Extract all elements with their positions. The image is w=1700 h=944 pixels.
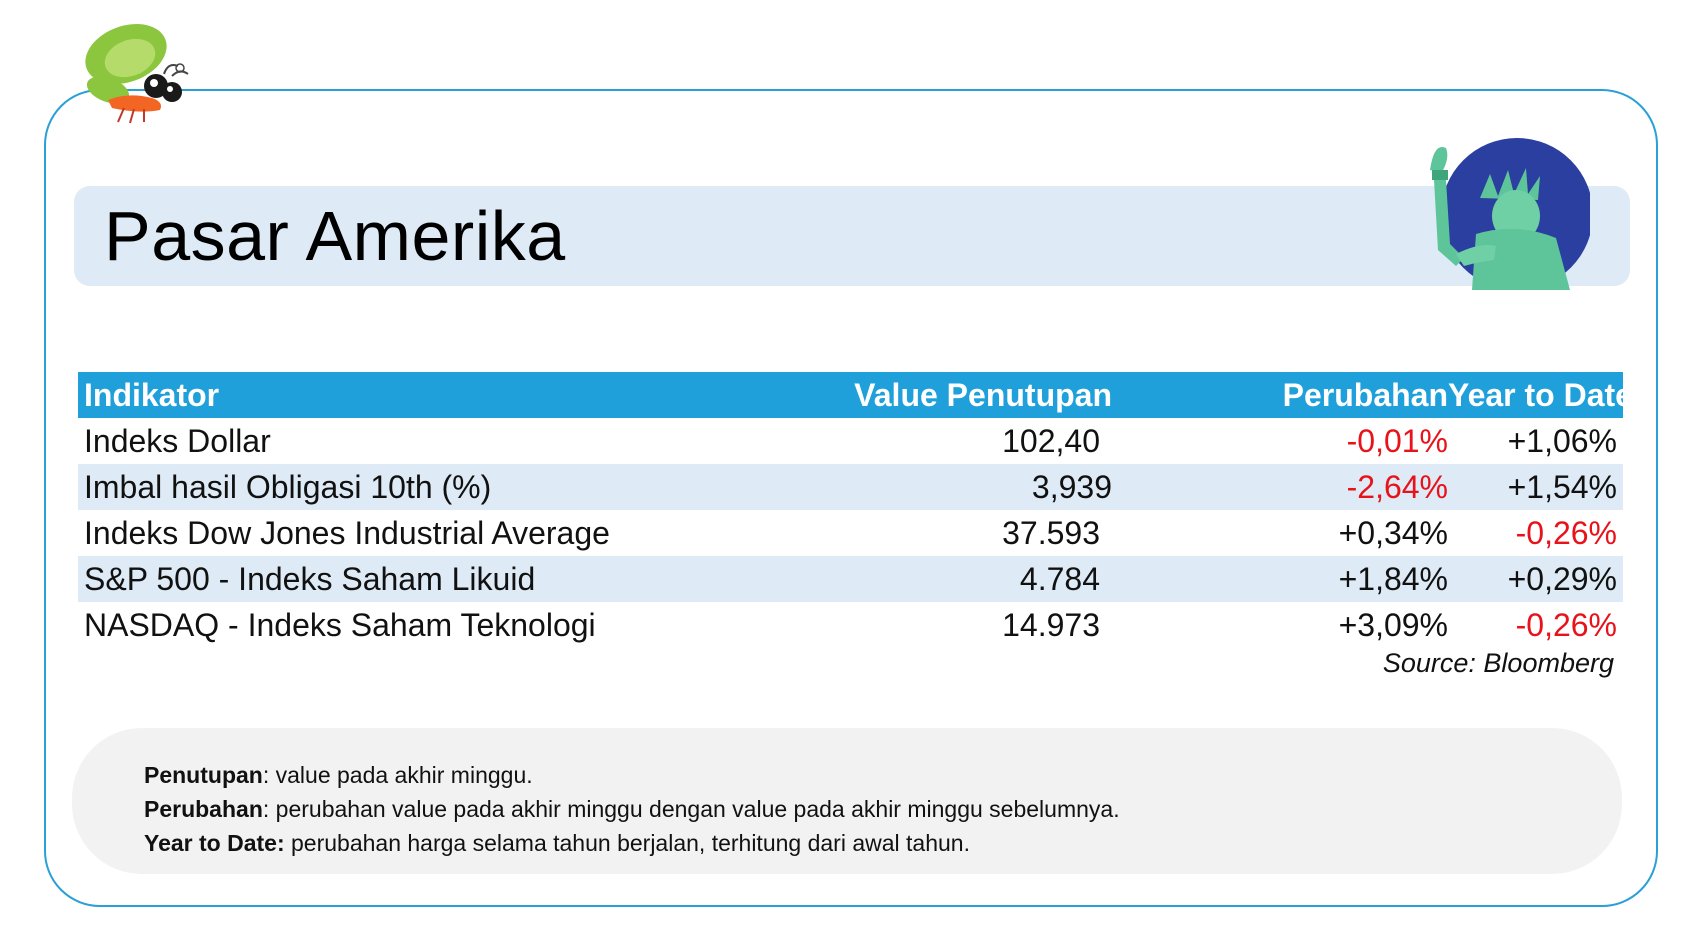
definition-term: Perubahan: [144, 796, 263, 822]
definition-line: [144, 758, 1120, 792]
change-value: +0,34%: [1338, 514, 1448, 551]
table-row: [78, 556, 1623, 602]
table-header-row: [78, 372, 1633, 418]
definition-line: [144, 826, 1120, 860]
definition-line: [144, 792, 1120, 826]
change-value: +1,84%: [1338, 560, 1448, 597]
market-table: [78, 372, 1633, 648]
definition-text: : value pada akhir minggu.: [262, 762, 533, 788]
table-row: [78, 602, 1623, 648]
close-value: 102,40: [1002, 422, 1100, 459]
ytd-value: -0,26%: [1515, 514, 1617, 551]
source-note: Source: Bloomberg: [1382, 648, 1614, 678]
indicator-name: Indeks Dollar: [84, 422, 271, 459]
header-change: Perubahan: [1282, 376, 1448, 413]
header-indicator: Indikator: [84, 376, 220, 413]
header-ytd: Year to Date: [1448, 376, 1633, 413]
butterfly-mascot-icon: [68, 14, 198, 124]
table-row: [78, 510, 1623, 556]
definition-term: Penutupan: [144, 762, 263, 788]
change-value: -2,64%: [1346, 468, 1448, 505]
table-row: [78, 418, 1623, 464]
definition-text: : perubahan value pada akhir minggu dengan value pada akhir minggu sebelumnya.: [262, 796, 1120, 822]
indicator-name: Indeks Dow Jones Industrial Average: [84, 514, 610, 551]
definition-text: perubahan harga selama tahun berjalan, terhitung dari awal tahun.: [284, 830, 970, 856]
indicator-name: NASDAQ - Indeks Saham Teknologi: [84, 606, 596, 643]
indicator-name: Imbal hasil Obligasi 10th (%): [84, 468, 492, 505]
indicator-name: S&P 500 - Indeks Saham Likuid: [84, 560, 536, 597]
change-value: +3,09%: [1338, 606, 1448, 643]
header-close-value: Value Penutupan: [854, 376, 1112, 413]
table-row: [78, 464, 1623, 510]
definition-term: Year to Date:: [144, 830, 285, 856]
page-title: Pasar Amerika: [104, 197, 566, 275]
ytd-value: -0,26%: [1515, 606, 1617, 643]
ytd-value: +1,54%: [1507, 468, 1617, 505]
ytd-value: +1,06%: [1507, 422, 1617, 459]
definitions-list: [144, 758, 1120, 860]
close-value: 14.973: [1002, 606, 1100, 643]
change-value: -0,01%: [1346, 422, 1448, 459]
ytd-value: +0,29%: [1507, 560, 1617, 597]
close-value: 3,939: [1031, 468, 1112, 505]
close-value: 4.784: [1019, 560, 1100, 597]
statue-of-liberty-icon: [1420, 134, 1590, 294]
close-value: 37.593: [1002, 514, 1100, 551]
